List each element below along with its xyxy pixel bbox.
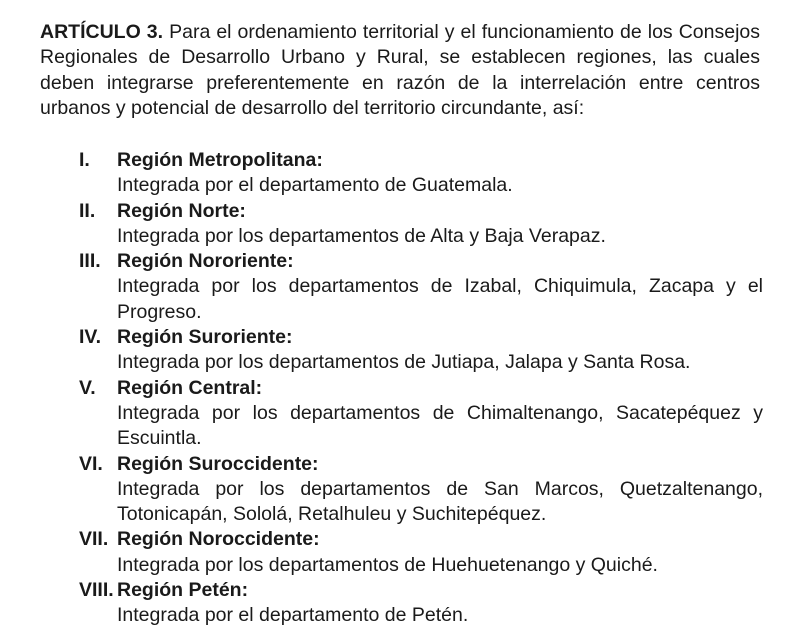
region-item bbox=[79, 578, 763, 629]
region-description: Integrada por los departamentos de Izabal, Chiquimula, Zacapa y el Progreso. bbox=[117, 275, 763, 323]
region-description: Integrada por los departamentos de Chimaltenango, Sacatepéquez y Escuintla. bbox=[117, 401, 763, 450]
region-description: Integrada por los departamentos de San Marcos, Quetzaltenango, Totonicapán, Sololá, Retalhuleu y Suchitepéquez. bbox=[117, 477, 763, 526]
region-name: Región Petén: bbox=[117, 579, 249, 602]
region-name: Región Metropolitana: bbox=[117, 149, 323, 171]
region-item bbox=[79, 452, 763, 528]
region-description: Integrada por el departamento de Petén. bbox=[117, 604, 469, 627]
region-name: Región Central: bbox=[117, 376, 263, 399]
region-item bbox=[79, 199, 763, 250]
region-description: Integrada por los departamentos de Alta y Baja Verapaz. bbox=[117, 224, 606, 247]
region-numeral: VII. bbox=[79, 528, 109, 551]
region-description: Integrada por el departamento de Guatemala. bbox=[117, 174, 513, 197]
region-numeral: IV. bbox=[79, 326, 102, 349]
region-numeral: III. bbox=[79, 250, 101, 273]
region-item bbox=[79, 148, 763, 199]
region-name: Región Norte: bbox=[117, 199, 246, 222]
region-item bbox=[79, 376, 763, 452]
article-text: Para el ordenamiento territorial y el funcionamiento de los Consejos Regionales de Desarrollo Urbano y Rural, se establecen regiones, las cuales deben integrarse preferentemente en razón de la interrelación entre centros urbanos y potencial de desarrollo del territorio circundante, así: bbox=[40, 21, 760, 119]
region-numeral: I. bbox=[79, 149, 90, 171]
region-description: Integrada por los departamentos de Huehuetenango y Quiché. bbox=[117, 553, 658, 576]
region-item bbox=[79, 325, 763, 376]
region-name: Región Nororiente: bbox=[117, 250, 294, 273]
regions-list bbox=[79, 148, 763, 629]
article-paragraph bbox=[40, 20, 760, 121]
region-name: Región Noroccidente: bbox=[117, 528, 320, 551]
region-numeral: VIII. bbox=[79, 579, 114, 602]
article-heading: ARTÍCULO 3. bbox=[40, 21, 164, 43]
region-name: Región Suroccidente: bbox=[117, 452, 319, 475]
region-name: Región Suroriente: bbox=[117, 326, 293, 349]
region-description: Integrada por los departamentos de Jutiapa, Jalapa y Santa Rosa. bbox=[117, 351, 691, 374]
region-item bbox=[79, 249, 763, 325]
region-numeral: II. bbox=[79, 199, 96, 222]
region-numeral: V. bbox=[79, 376, 96, 399]
region-item bbox=[79, 527, 763, 578]
region-numeral: VI. bbox=[79, 452, 103, 475]
